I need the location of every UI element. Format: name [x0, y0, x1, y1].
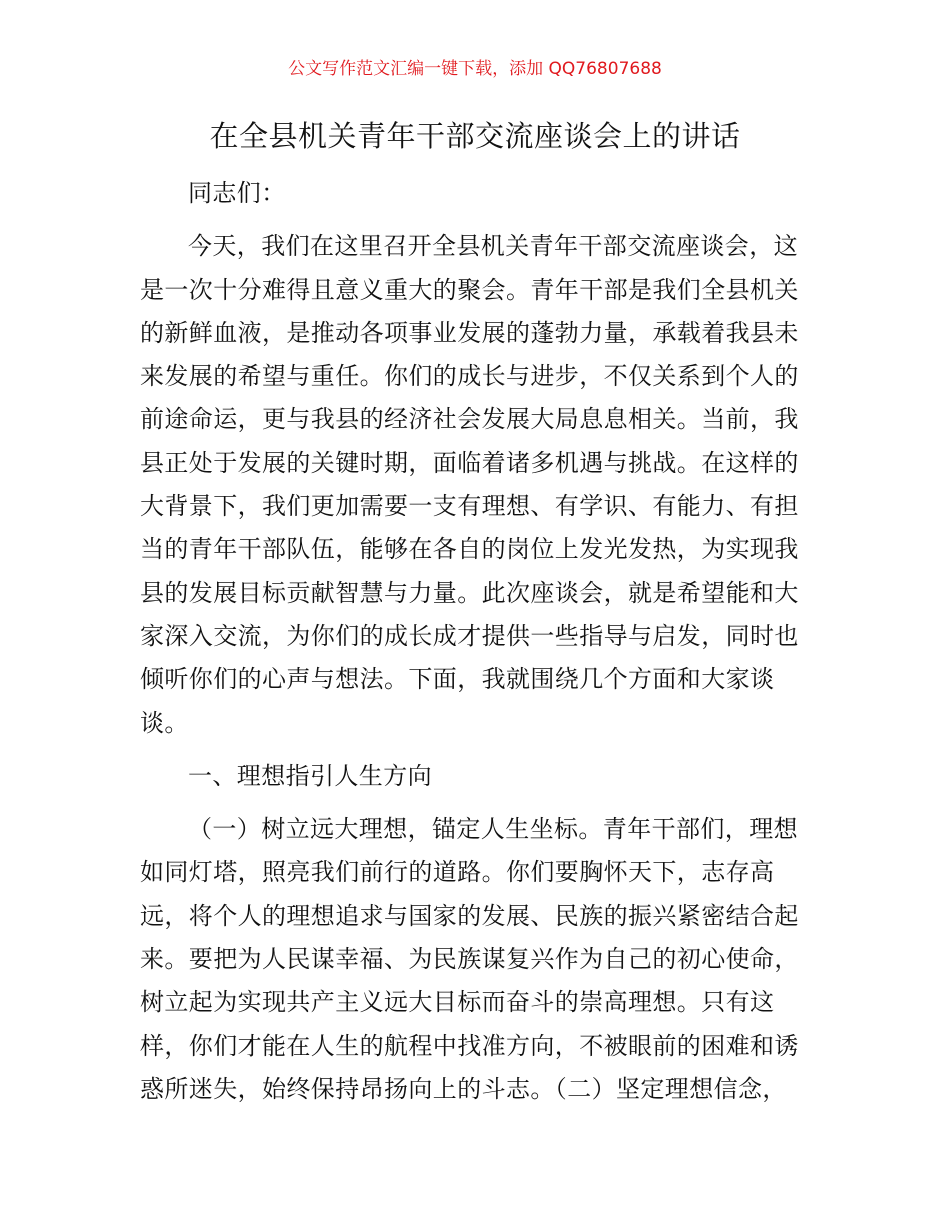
paragraph-line: 家深入交流，为你们的成长成才提供一些指导与启发，同时也	[140, 621, 799, 650]
paragraph-line: 县的发展目标贡献智慧与力量。此次座谈会，就是希望能和大	[140, 578, 799, 607]
paragraph-line: 大背景下，我们更加需要一支有理想、有学识、有能力、有担	[140, 492, 799, 521]
download-banner: 公文写作范文汇编一键下载，添加 QQ76807688	[288, 59, 662, 79]
paragraph-line: 如同灯塔，照亮我们前行的道路。你们要胸怀天下，志存高	[140, 858, 775, 887]
document-title: 在全县机关青年干部交流座谈会上的讲话	[209, 119, 741, 153]
paragraph-line: 当的青年干部队伍，能够在各自的岗位上发光发热，为实现我	[140, 535, 799, 564]
paragraph-line: 今天，我们在这里召开全县机关青年干部交流座谈会，这	[188, 232, 798, 261]
paragraph-line: 谈。	[140, 708, 189, 737]
paragraph-line: （一）树立远大理想，锚定人生坐标。青年干部们，理想	[188, 815, 798, 844]
section-1-paragraph	[140, 808, 812, 1111]
paragraph-line: 远，将个人的理想追求与国家的发展、民族的振兴紧密结合起	[140, 901, 799, 930]
paragraph-line: 是一次十分难得且意义重大的聚会。青年干部是我们全县机关	[140, 275, 799, 304]
paragraph-line: 的新鲜血液，是推动各项事业发展的蓬勃力量，承载着我县未	[140, 318, 799, 347]
intro-paragraph	[140, 225, 812, 745]
salutation: 同志们：	[188, 179, 286, 207]
section-heading: 一、理想指引人生方向	[188, 761, 432, 790]
paragraph-line: 来发展的希望与重任。你们的成长与进步，不仅关系到个人的	[140, 362, 799, 391]
paragraph-line: 来。要把为人民谋幸福、为民族谋复兴作为自己的初心使命，	[140, 945, 799, 974]
paragraph-line: 样，你们才能在人生的航程中找准方向，不被眼前的困难和诱	[140, 1031, 799, 1060]
paragraph-line: 倾听你们的心声与想法。下面，我就围绕几个方面和大家谈	[140, 665, 775, 694]
paragraph-line: 前途命运，更与我县的经济社会发展大局息息相关。当前，我	[140, 405, 799, 434]
document-body	[140, 172, 812, 1111]
paragraph-line: 树立起为实现共产主义远大目标而奋斗的崇高理想。只有这	[140, 988, 775, 1017]
paragraph-line: 县正处于发展的关键时期，面临着诸多机遇与挑战。在这样的	[140, 448, 799, 477]
paragraph-line: 惑所迷失，始终保持昂扬向上的斗志。（二）坚定理想信念，	[140, 1074, 787, 1103]
